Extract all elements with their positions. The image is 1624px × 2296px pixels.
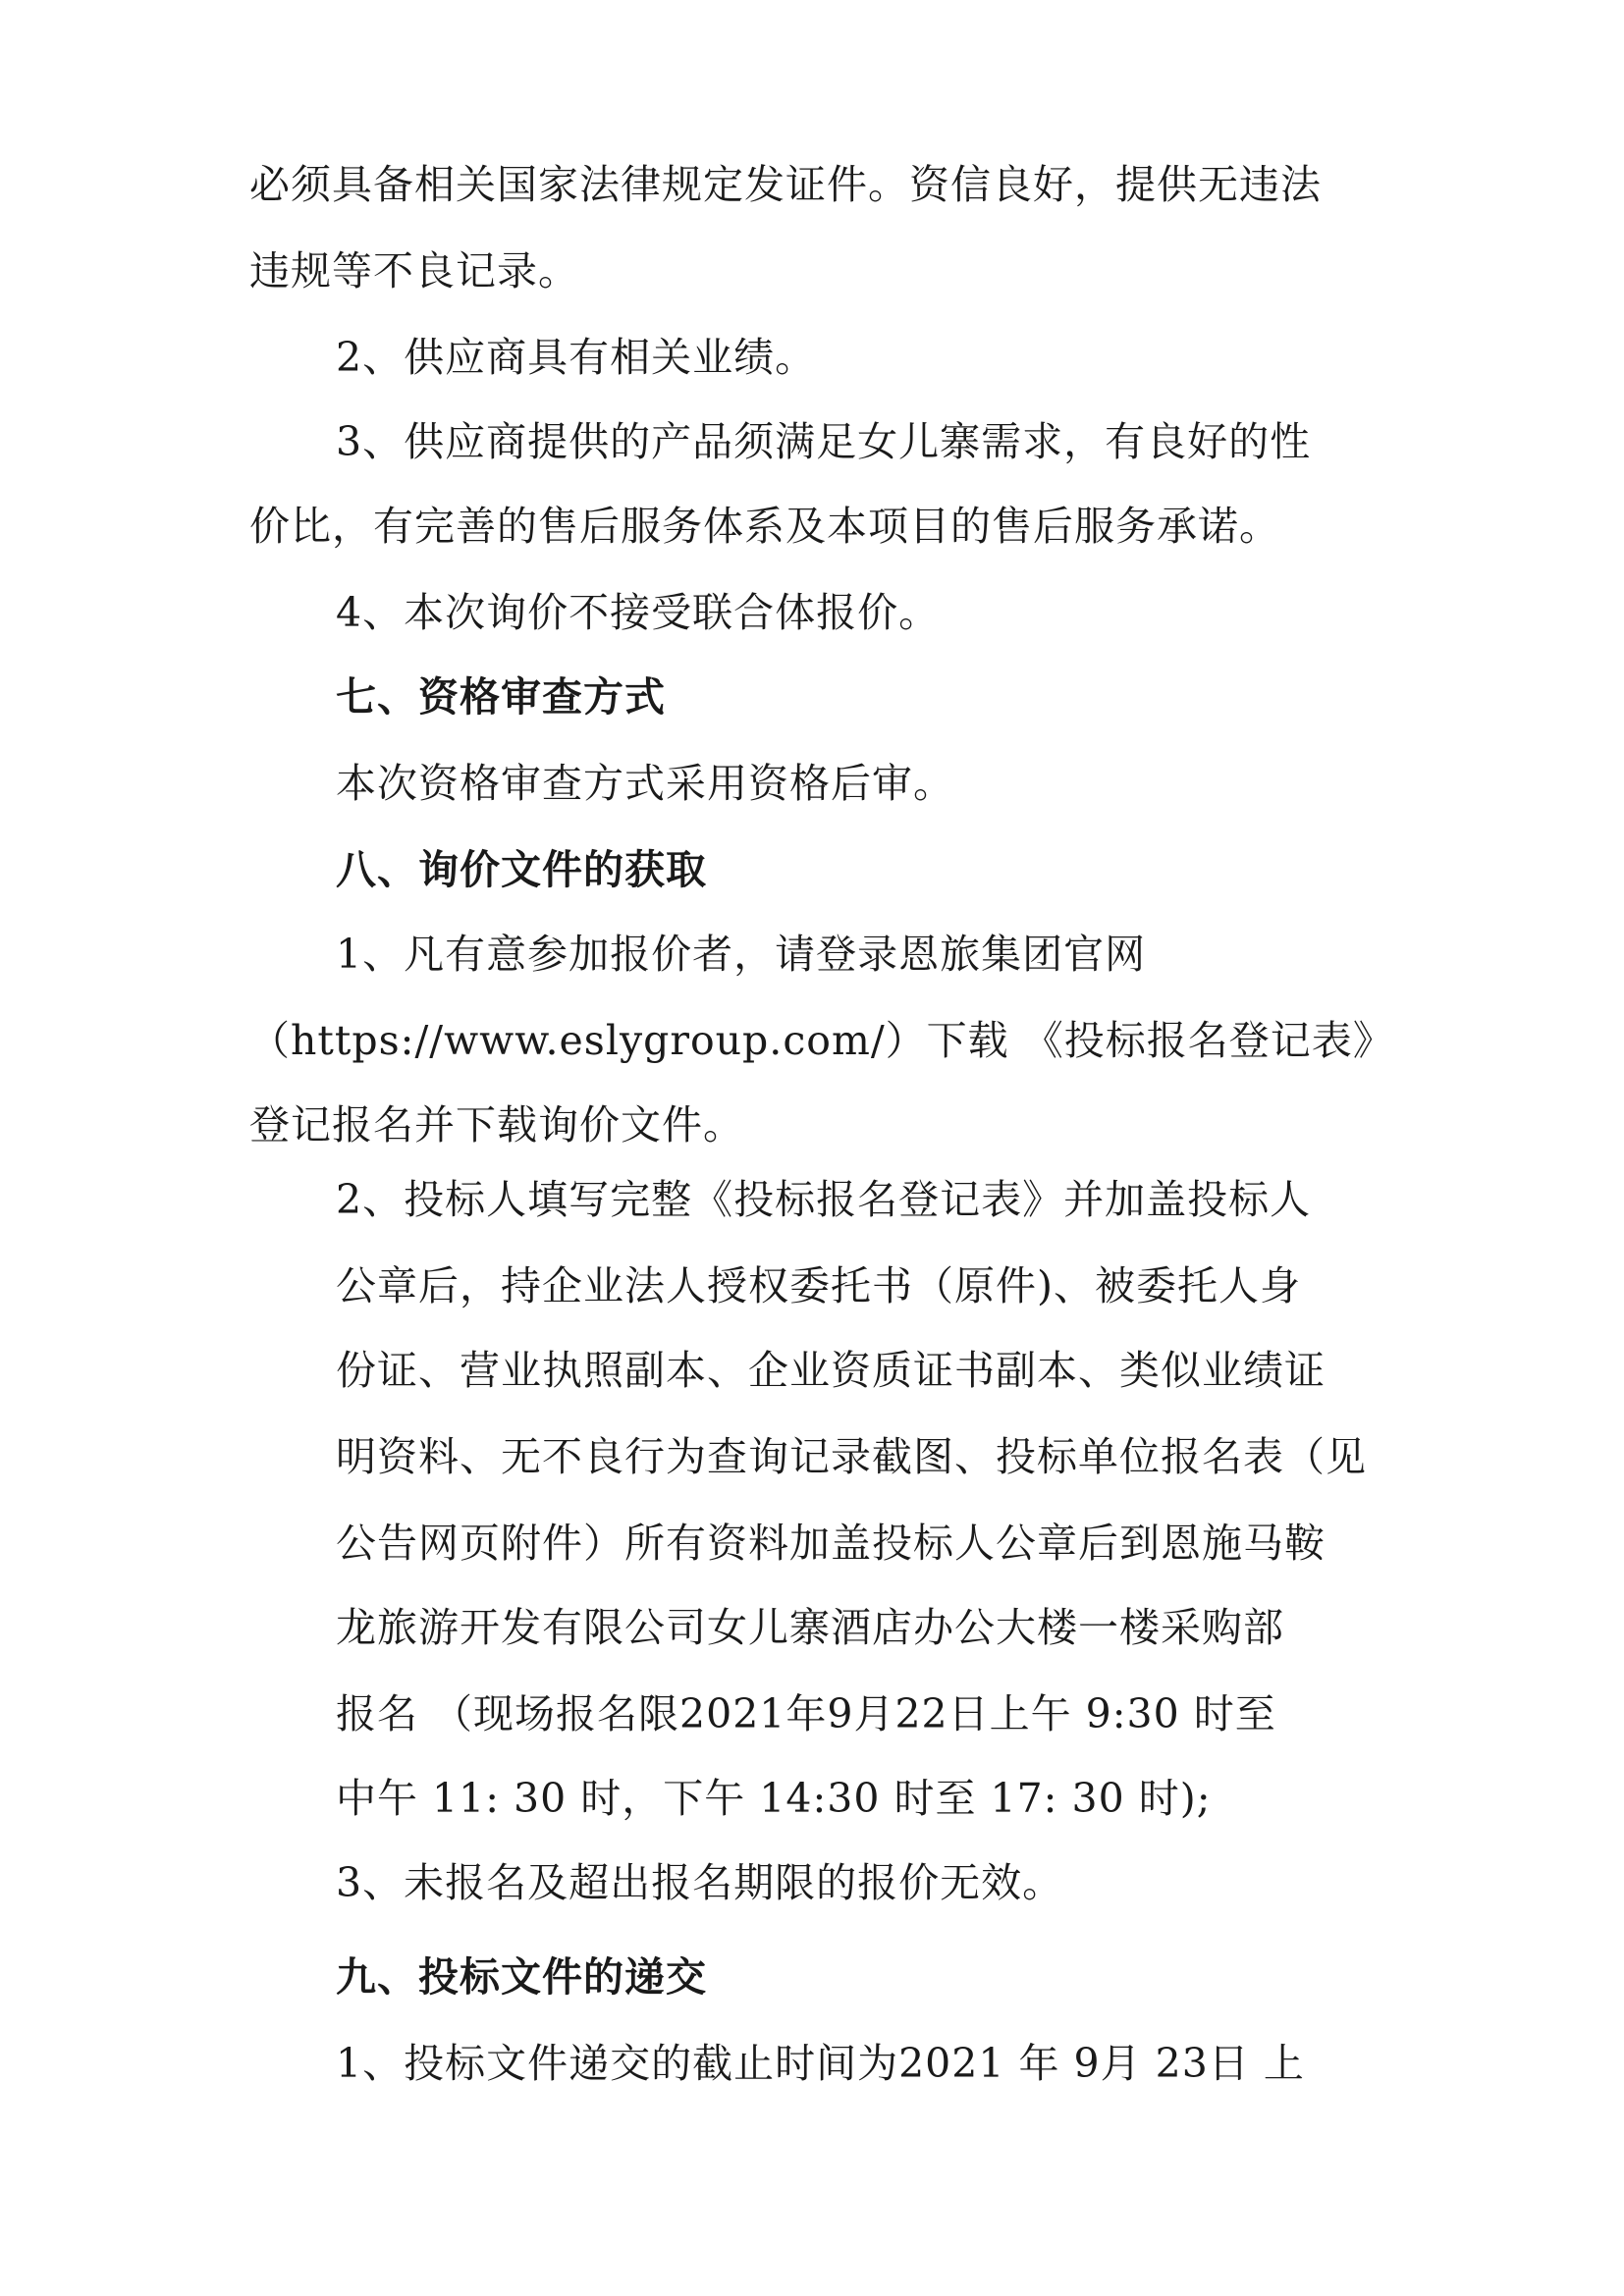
paragraph-line: 本次资格审查方式采用资格后审。 <box>336 760 954 807</box>
paragraph-line: 违规等不良记录。 <box>249 247 579 294</box>
section-heading: 九、投标文件的递交 <box>336 1953 707 2001</box>
paragraph-line: 3、供应商提供的产品须满足女儿寨需求，有良好的性 <box>336 418 1312 465</box>
paragraph-line: 2、供应商具有相关业绩。 <box>336 334 817 381</box>
paragraph-line: （https://www.eslygroup.com/）下载 《投标报名登记表》 <box>249 1017 1394 1064</box>
paragraph-line: 公章后，持企业法人授权委托书（原件)、被委托人身 <box>336 1262 1301 1309</box>
section-heading: 七、资格审查方式 <box>336 673 666 721</box>
paragraph-line: 公告网页附件）所有资料加盖投标人公章后到恩施马鞍 <box>336 1520 1326 1567</box>
paragraph-line: 1、投标文件递交的截止时间为2021 年 9月 23日 上 <box>336 2040 1305 2087</box>
paragraph-line: 明资料、无不良行为查询记录截图、投标单位报名表（见 <box>336 1433 1367 1480</box>
paragraph-line: 3、未报名及超出报名期限的报价无效。 <box>336 1859 1064 1906</box>
paragraph-line: 4、本次询价不接受联合体报价。 <box>336 589 941 636</box>
paragraph-line: 价比，有完善的售后服务体系及本项目的售后服务承诺。 <box>249 503 1280 550</box>
paragraph-line: 中午 11: 30 时，下午 14:30 时至 17: 30 时); <box>336 1775 1212 1822</box>
section-heading: 八、询价文件的获取 <box>336 846 707 893</box>
paragraph-line: 报名 （现场报名限2021年9月22日上午 9:30 时至 <box>336 1690 1276 1737</box>
paragraph-line: 必须具备相关国家法律规定发证件。资信良好，提供无违法 <box>249 161 1322 208</box>
paragraph-line: 登记报名并下载询价文件。 <box>249 1101 744 1148</box>
paragraph-line: 1、凡有意参加报价者，请登录恩旅集团官网 <box>336 931 1147 978</box>
paragraph-line: 份证、营业执照副本、企业资质证书副本、类似业绩证 <box>336 1347 1326 1394</box>
paragraph-line: 2、投标人填写完整《投标报名登记表》并加盖投标人 <box>336 1176 1312 1223</box>
paragraph-line: 龙旅游开发有限公司女儿寨酒店办公大楼一楼采购部 <box>336 1604 1284 1651</box>
